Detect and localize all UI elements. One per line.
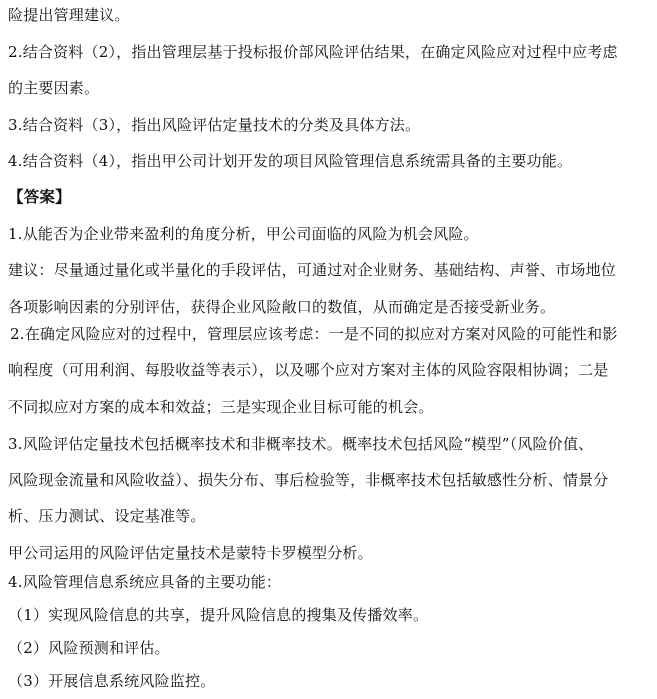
answer-4-item-3: （3）开展信息系统风险监控。 [8, 672, 216, 690]
question-4: 4.结合资料（4），指出甲公司计划开发的项目风险管理信息系统需具备的主要功能。 [8, 152, 573, 170]
question-2-line-2: 的主要因素。 [8, 79, 100, 97]
answer-2-line-2: 响程度（可用利润、每股收益等表示），以及哪个应对方案对主体的风险容限相协调；二是 [8, 361, 609, 379]
answer-1: 1.从能否为企业带来盈利的角度分析，甲公司面临的风险为机会风险。 [8, 225, 479, 243]
answer-1-suggestion-line-2: 各项影响因素的分别评估，获得企业风险敞口的数值，从而确定是否接受新业务。 [8, 298, 556, 316]
answer-3-line-3: 析、压力测试、设定基准等。 [8, 507, 206, 525]
answer-heading: 【答案】 [8, 187, 71, 206]
answer-3-line-1: 3.风险评估定量技术包括概率技术和非概率技术。概率技术包括风险“模型”（风险价值、 [8, 435, 594, 453]
question-3: 3.结合资料（3），指出风险评估定量技术的分类及具体方法。 [8, 116, 421, 134]
answer-4-intro: 4.风险管理信息系统应具备的主要功能： [8, 573, 282, 591]
answer-3-extra: 甲公司运用的风险评估定量技术是蒙特卡罗模型分析。 [8, 544, 373, 562]
answer-2-line-1: 2.在确定风险应对的过程中，管理层应该考虑：一是不同的拟应对方案对风险的可能性和影 [10, 325, 618, 343]
answer-3-line-2: 风险现金流量和风险收益）、损失分布、事后检验等，非概率技术包括敏感性分析、情景分 [8, 471, 609, 489]
question-2-line-1: 2.结合资料（2），指出管理层基于投标报价部风险评估结果，在确定风险应对过程中应考虑 [8, 43, 618, 61]
answer-1-suggestion-line-1: 建议：尽量通过量化或半量化的手段评估，可通过对企业财务、基础结构、声誉、市场地位 [8, 261, 617, 279]
answer-4-item-1: （1）实现风险信息的共享，提升风险信息的搜集及传播效率。 [8, 606, 429, 624]
question-1-tail: 险提出管理建议。 [8, 6, 130, 24]
answer-2-line-3: 不同拟应对方案的成本和效益；三是实现企业目标可能的机会。 [8, 398, 434, 416]
answer-4-item-2: （2）风险预测和评估。 [8, 639, 170, 657]
